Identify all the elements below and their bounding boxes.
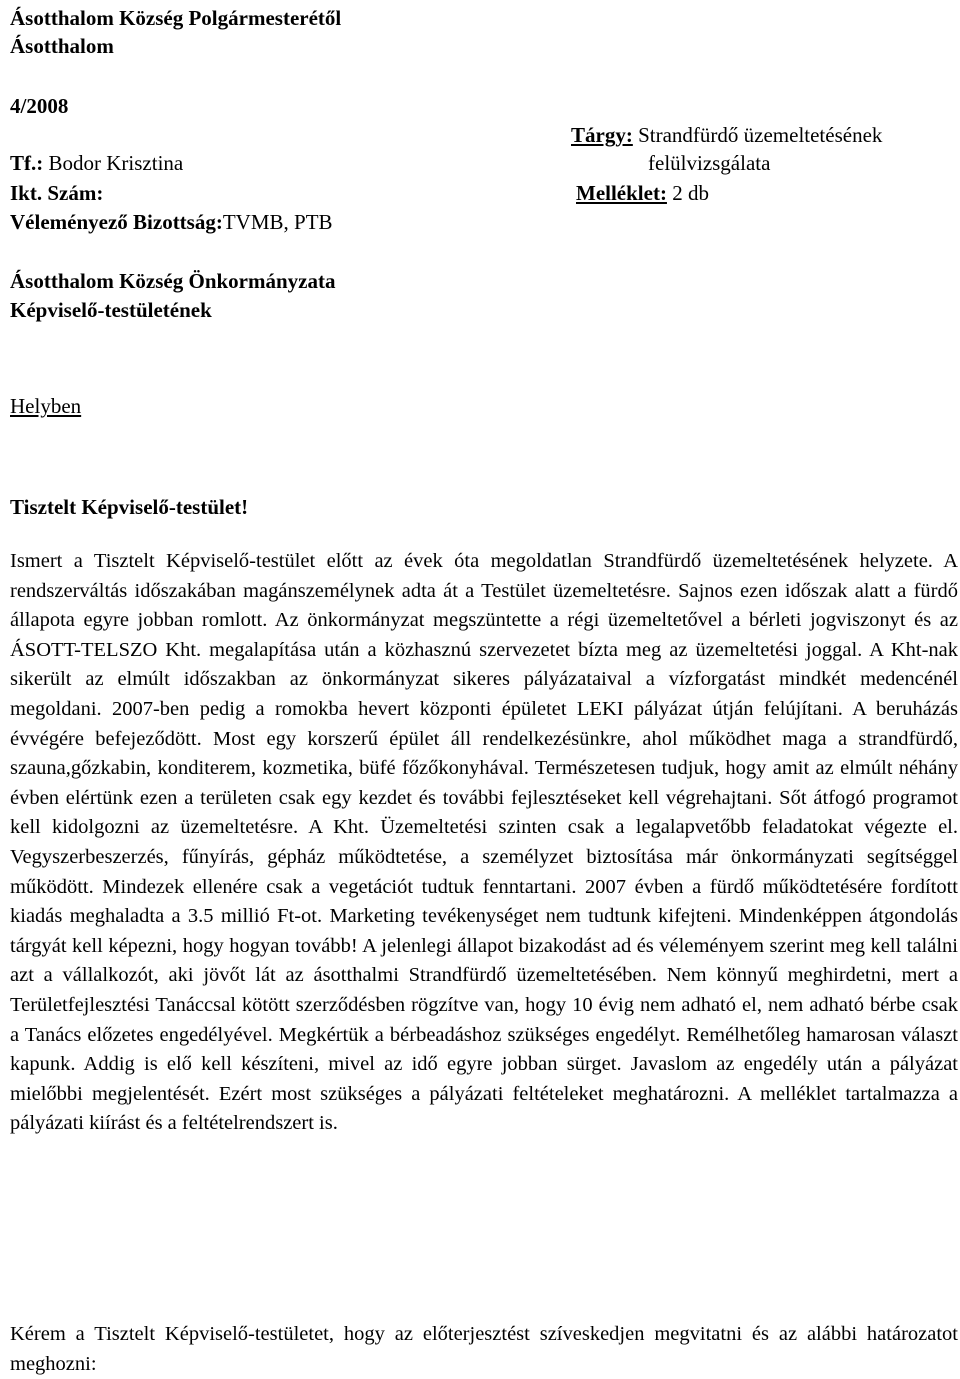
document-number: 4/2008 <box>10 94 69 118</box>
committee-value: TVMB, PTB <box>222 210 333 234</box>
addressee-place: Helyben <box>10 394 82 418</box>
addressee-line-2: Képviselő-testületének <box>10 298 212 322</box>
committee-line <box>10 209 333 235</box>
tf-value: Bodor Krisztina <box>43 151 184 175</box>
sender-line-2: Ásotthalom <box>10 34 114 58</box>
attachment-line <box>576 180 709 206</box>
subject-label: Tárgy: <box>571 123 633 147</box>
addressee-line-1: Ásotthalom Község Önkormányzata <box>10 269 336 293</box>
tf-line <box>10 150 183 176</box>
committee-label: Véleményező Bizottság: <box>10 210 223 234</box>
body-paragraph: Ismert a Tisztelt Képviselő-testület előtt az évek óta megoldatlan Strandfürdő üzemeltetésének helyzete. A rendszerváltás időszakában magánszemélynek adta át a Testület üzemeltetésre. Sajnos ezen időszak alatt a fürdő állapota egyre jobban romlott. Az önkormányzat megszüntette a régi üzemeltetővel a bérleti jogviszonyt és az ÁSOTT-TELSZO Kht. megalapítása után a közhasznú szervezetet bízta meg az üzemeltetési joggal. A Kht-nak sikerült az elmúlt időszakban az önkormányzat sikeres pályázataival a vízforgatást mindkét medencénél megoldani. 2007-ben pedig a romokba hevert központi épületet LEKI pályázat útján felújítani. A beruházás évvégére befejeződött. Most egy korszerű épület áll rendelkezésünkre, ahol működhet maga a strandfürdő, szauna,gőzkabin, konditerem, kozmetika, büfé főzőkonyhával. Természetesen tudjuk, hogy amit az elmúlt néhány évben elértünk ezen a területen csak egy kezdet és további fejlesztéseket kell végrehajtani. Sőt átfogó programot kell kidolgozni az üzemeltetésre. A Kht. Üzemeltetési szinten csak a legalapvetőbb feladatokat végezte el. Vegyszerbeszerzés, fűnyírás, gépház működtetése, a személyzet biztosítása már önkormányzati segítséggel működött. Mindezek ellenére csak a vegetációt tudtuk fenntartani. 2007 évben a fürdő működtetésére fordított kiadás meghaladta a 3.5 millió Ft-ot. Marketing tevékenységet nem tudtunk kifejteni. Mindenképpen átgondolás tárgyát kell képezni, hogy hogyan tovább! A jelenlegi állapot bizakodást ad és véleményem szerint meg kell találni azt a vállalkozót, aki jövőt lát az ásotthalmi Strandfürdő üzemeltetésében. Nem könnyű meghirdetni, mert a Területfejlesztési Tanáccsal kötött szerződésben rögzítve van, hogy 10 évig nem adható el, nem adható bérbe csak a Tanács előzetes engedélyével. Megkértük a bérbeadáshoz szükséges engedélyt. Remélhetőleg hamarosan választ kapunk. Addig is elő kell készíteni, mivel az idő egyre jobban sürget. Javaslom az engedély után a pályázat mielőbbi megjelentését. Ezért most szükséges a pályázati feltételeket meghatározni. A melléklet tartalmazza a pályázati kiírást és a feltételrendszert is. <box>10 550 958 1135</box>
attachment-value: 2 db <box>666 181 709 205</box>
tf-label: Tf.: <box>10 151 44 175</box>
subject-value-line-2: felülvizsgálata <box>648 151 771 175</box>
subject-line <box>571 122 882 148</box>
salutation: Tisztelt Képviselő-testület! <box>10 495 249 519</box>
ikt-label: Ikt. Szám: <box>10 181 104 205</box>
closing-paragraph: Kérem a Tisztelt Képviselő-testületet, hogy az előterjesztést szíveskedjen megvitatni és az alábbi határozatot meghozni: <box>10 1323 958 1375</box>
subject-value-line-1: Strandfürdő üzemeltetésének <box>632 123 883 147</box>
sender-line-1: Ásotthalom Község Polgármesterétől <box>10 6 342 30</box>
attachment-label: Melléklet: <box>576 181 667 205</box>
